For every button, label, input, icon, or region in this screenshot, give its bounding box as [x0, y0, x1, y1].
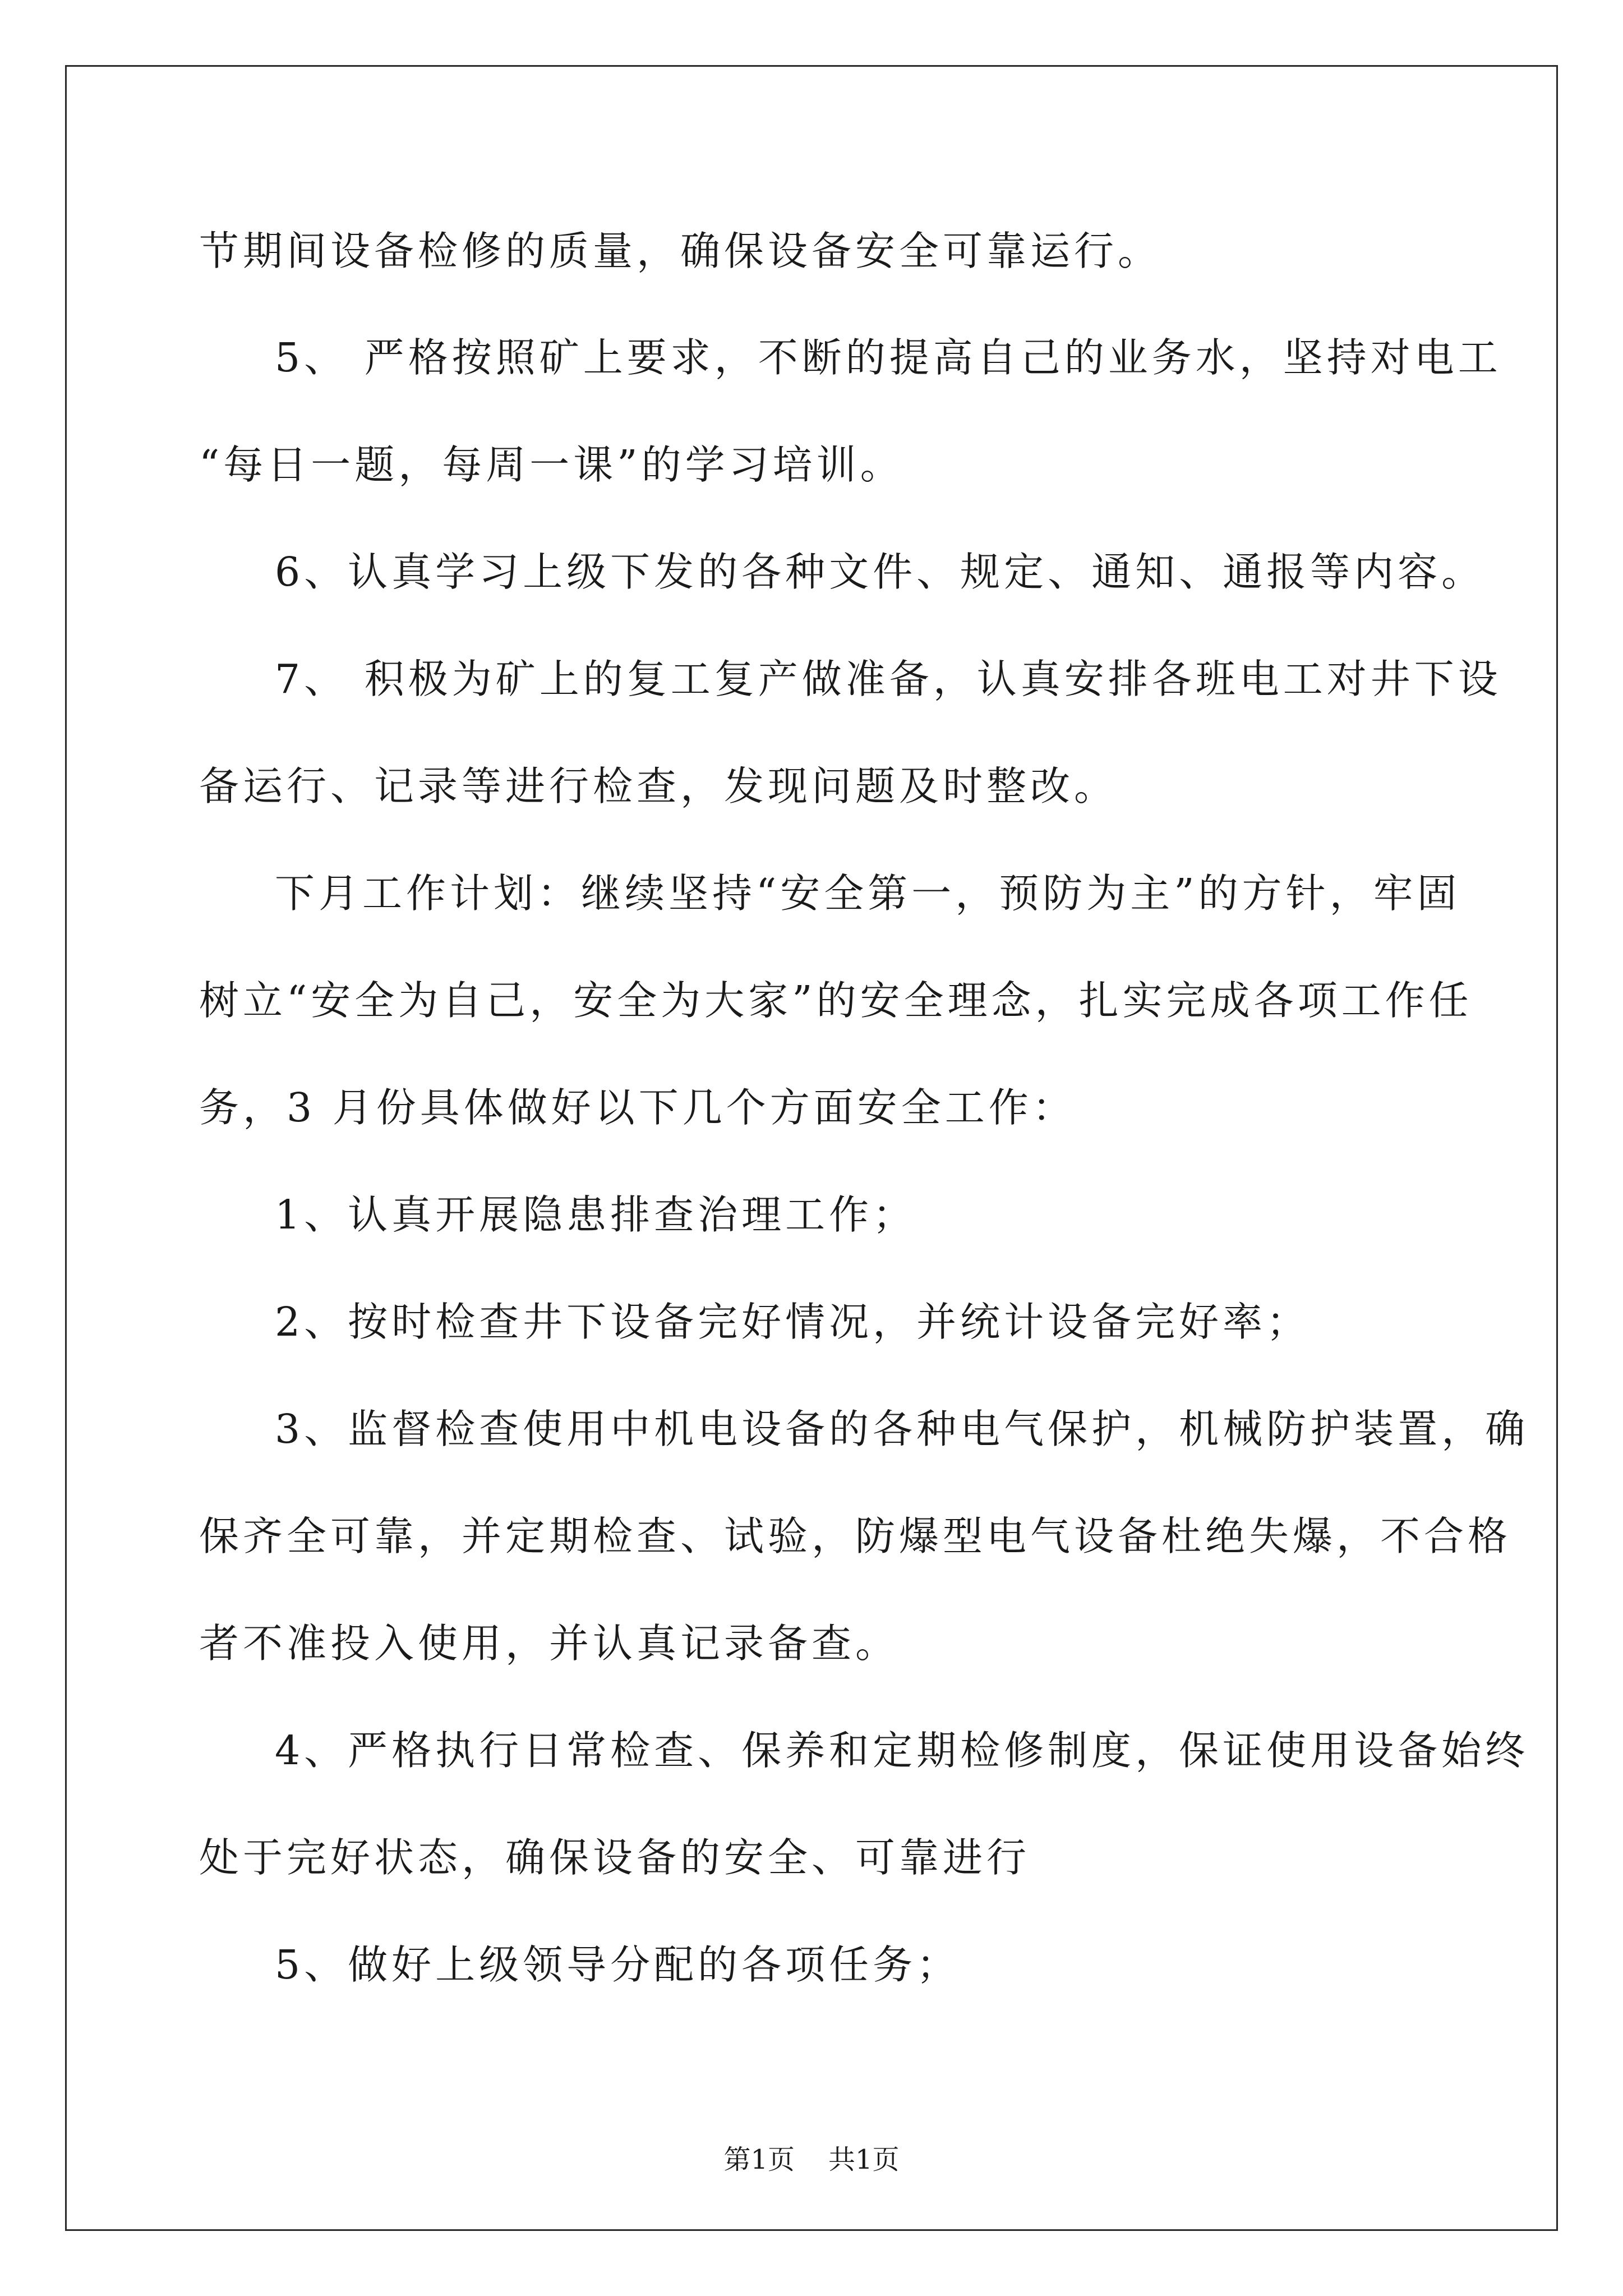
body-line: 1、认真开展隐患排查治理工作；	[275, 1191, 917, 1238]
page-footer	[0, 2143, 1623, 2177]
body-line: 6、认真学习上级下发的各种文件、规定、通知、通报等内容。	[275, 549, 1486, 595]
body-line: 3、监督检查使用中机电设备的各种电气保护，机械防护装置，确	[275, 1406, 1529, 1452]
page-total: 共1页	[828, 2144, 900, 2175]
body-line: 4、严格执行日常检查、保养和定期检修制度，保证使用设备始终	[275, 1727, 1529, 1774]
body-line: 2、按时检查井下设备完好情况，并统计设备完好率；	[275, 1299, 1311, 1345]
body-line: 树立“安全为自己，安全为大家”的安全理念，扎实完成各项工作任	[199, 977, 1473, 1024]
body-line: 节期间设备检修的质量，确保设备安全可靠运行。	[199, 228, 1162, 274]
body-line: 者不准投入使用，并认真记录备查。	[199, 1620, 900, 1667]
body-line: 备运行、记录等进行检查，发现问题及时整改。	[199, 763, 1118, 809]
page-number: 第1页	[723, 2144, 795, 2175]
body-line: 处于完好状态，确保设备的安全、可靠进行	[199, 1834, 1031, 1881]
body-line: 保齐全可靠，并定期检查、试验，防爆型电气设备杜绝失爆，不合格	[199, 1513, 1512, 1559]
body-line: 7、 积极为矿上的复工复产做准备，认真安排各班电工对井下设	[275, 656, 1502, 702]
body-line: 务，3 月份具体做好以下几个方面安全工作：	[199, 1084, 1076, 1131]
body-line: “每日一题，每周一课”的学习培训。	[199, 441, 904, 488]
body-line: 下月工作计划：继续坚持“安全第一，预防为主”的方针，牢固	[275, 870, 1461, 917]
body-line: 5、 严格按照矿上要求，不断的提高自己的业务水，坚持对电工	[275, 334, 1502, 381]
page-border	[65, 65, 1558, 2231]
body-line: 5、做好上级领导分配的各项任务；	[275, 1941, 961, 1988]
